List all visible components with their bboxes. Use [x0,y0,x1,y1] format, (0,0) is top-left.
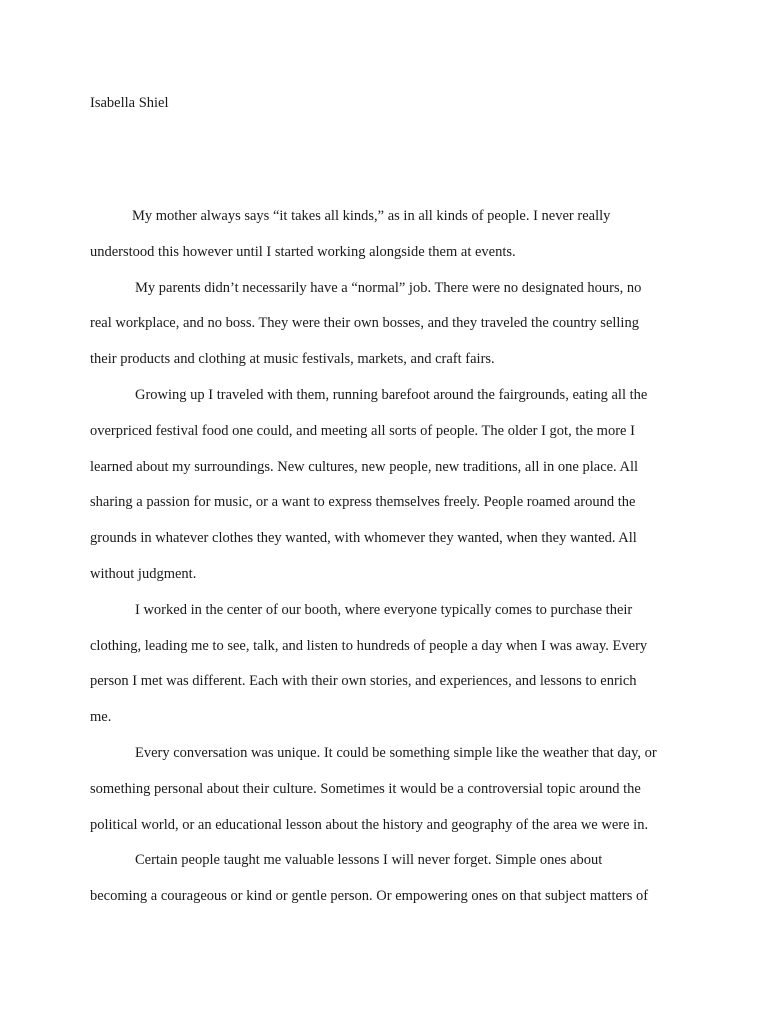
text-line: real workplace, and no boss. They were their own bosses, and they traveled the country selling [90,315,639,332]
text-line: sharing a passion for music, or a want to express themselves freely. People roamed around the [90,494,636,511]
text-line: political world, or an educational lesson about the history and geography of the area we were in. [90,816,649,833]
text-line: person I met was different. Each with their own stories, and experiences, and lessons to enrich [90,673,637,690]
paragraph-3 [90,378,690,593]
text-line: clothing, leading me to see, talk, and listen to hundreds of people a day when I was away. Every [90,637,648,654]
text-line: something personal about their culture. Sometimes it would be a controversial topic around the [90,780,641,797]
paragraph-5 [90,736,690,843]
text-line: Every conversation was unique. It could be something simple like the weather that day, or [135,744,657,761]
text-line: becoming a courageous or kind or gentle person. Or empowering ones on that subject matters of [90,888,649,905]
paragraph-1 [90,199,690,271]
text-line: My mother always says “it takes all kinds,” as in all kinds of people. I never really [132,208,611,224]
paragraph-6 [90,843,690,915]
text-line: My parents didn’t necessarily have a “normal” job. There were no designated hours, no [135,279,642,296]
text-line: their products and clothing at music festivals, markets, and craft fairs. [90,351,495,368]
text-line: overpriced festival food one could, and meeting all sorts of people. The older I got, the more I [90,422,635,439]
text-line: Certain people taught me valuable lessons I will never forget. Simple ones about [135,852,603,869]
text-line: Growing up I traveled with them, running barefoot around the fairgrounds, eating all the [135,386,648,403]
text-line: grounds in whatever clothes they wanted, with whomever they wanted, when they wanted. All [90,530,637,547]
paragraph-2 [90,271,690,378]
text-line: learned about my surroundings. New cultures, new people, new traditions, all in one place. All [90,458,639,475]
paragraph-4 [90,593,690,736]
text-line: without judgment. [90,565,197,582]
text-line: me. [90,709,112,726]
text-line: understood this however until I started working alongside them at events. [90,243,516,260]
text-line: I worked in the center of our booth, where everyone typically comes to purchase their [135,601,633,618]
essay-body [90,199,690,915]
author-name: Isabella Shiel [90,95,169,111]
